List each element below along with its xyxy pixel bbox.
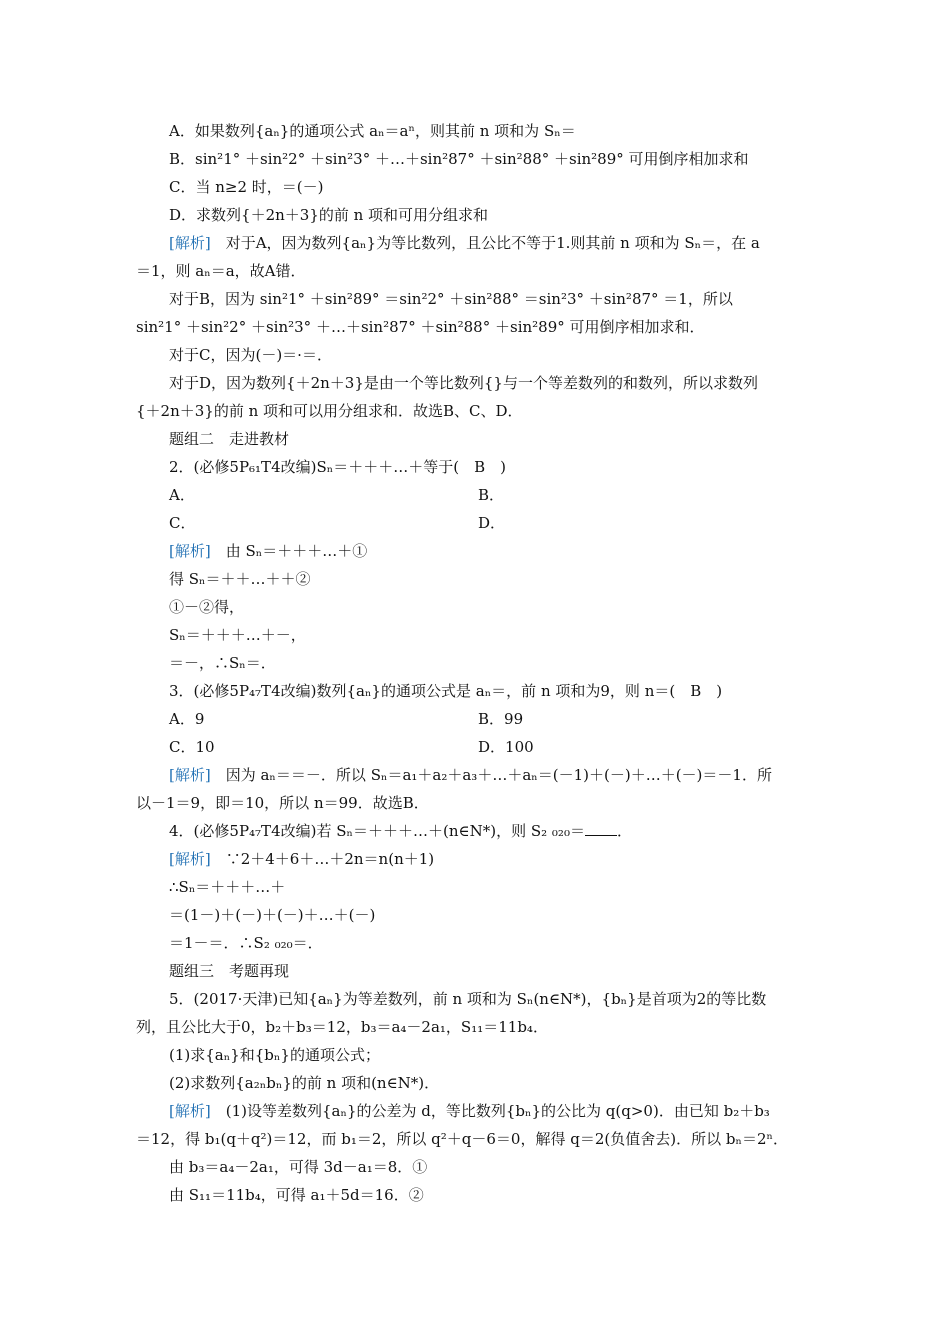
text-span: 对于A，因为数列{aₙ}为等比数列，且公比不等于1.则其前 n 项和为 Sₙ＝，在 a: [210, 234, 760, 252]
text-span: 对于B，因为 sin²1° ＋sin²89° ＝sin²2° ＋sin²88° ＝sin²3° ＋sin²87° ＝1，所以: [169, 290, 733, 308]
text-line: [169, 1073, 439, 1093]
text-line: [169, 625, 306, 645]
analysis-tag: [解析]: [169, 850, 211, 868]
text-span: (1)设等差数列{aₙ}的公差为 d，等比数列{bₙ}的公比为 q(q>0)．由已知 b₂＋b₃: [210, 1102, 770, 1120]
option-right: D．: [478, 514, 506, 532]
text-line: [169, 121, 576, 141]
text-span: A．: [169, 486, 195, 504]
text-line: [169, 177, 324, 197]
text-line: [136, 793, 429, 813]
text-line: [169, 597, 244, 617]
text-line: [169, 149, 749, 169]
text-line: [169, 513, 506, 533]
text-line: [136, 1129, 788, 1149]
analysis-tag: [解析]: [169, 1102, 211, 1120]
answer-blank: [585, 821, 617, 836]
text-line: [169, 233, 760, 253]
text-span: A．9: [169, 710, 205, 728]
option-right: D．100: [478, 738, 534, 756]
text-line: [169, 205, 488, 225]
text-span: A．如果数列{aₙ}的通项公式 aₙ＝aⁿ，则其前 n 项和为 Sₙ＝: [169, 122, 576, 140]
text-line: [169, 821, 632, 841]
text-line: [169, 709, 524, 729]
analysis-tag: [解析]: [169, 766, 211, 784]
text-line: [169, 849, 434, 869]
text-line: [169, 1101, 770, 1121]
text-span: ①－②得，: [169, 598, 245, 616]
text-line: [169, 961, 289, 981]
analysis-tag: [解析]: [169, 234, 211, 252]
text-line: [169, 989, 766, 1009]
text-line: [169, 1157, 427, 1177]
text-span: B．sin²1° ＋sin²2° ＋sin²3° ＋…＋sin²87° ＋sin²88° ＋sin²89° 可用倒序相加求和: [169, 150, 749, 168]
text-span: 题组三 考题再现: [169, 962, 290, 980]
text-span: 题组二 走进教材: [169, 430, 290, 448]
text-line: [169, 1045, 380, 1065]
text-line: [169, 737, 534, 757]
text-span: (2)求数列{a₂ₙbₙ}的前 n 项和(n∈N*)．: [169, 1074, 440, 1092]
text-span: 由 Sₙ＝＋＋＋…＋①: [210, 542, 368, 560]
text-span: sin²1° ＋sin²2° ＋sin²3° ＋…＋sin²87° ＋sin²88° ＋sin²89° 可用倒序相加求和．: [136, 318, 705, 336]
text-span: ＝1－＝．∴S₂ ₀₂₀＝．: [169, 934, 323, 952]
option-right: B．: [478, 486, 505, 504]
text-line: [169, 1185, 424, 1205]
text-line: [169, 653, 276, 673]
text-span: ．: [616, 822, 632, 840]
text-span: (1)求{aₙ}和{bₙ}的通项公式；: [169, 1046, 380, 1064]
text-span: C．: [169, 514, 196, 532]
text-span: 以－1＝9，即＝10，所以 n＝99．故选B．: [136, 794, 429, 812]
text-span: Sₙ＝＋＋＋…＋－，: [169, 626, 306, 644]
text-line: [169, 905, 375, 925]
text-line: [169, 877, 285, 897]
text-span: 2．(必修5P₆₁T4改编)Sₙ＝＋＋＋…＋等于( B ): [169, 458, 506, 476]
text-line: [169, 373, 758, 393]
text-span: ∴Sₙ＝＋＋＋…＋: [169, 878, 286, 896]
text-line: [169, 765, 772, 785]
text-span: 得 Sₙ＝＋＋…＋＋②: [169, 570, 311, 588]
text-span: ＝－，∴Sₙ＝．: [169, 654, 276, 672]
text-span: ＝12，得 b₁(q＋q²)＝12，而 b₁＝2，所以 q²＋q－6＝0，解得 q＝2(负值舍去)．所以 bₙ＝2ⁿ．: [136, 1130, 788, 1148]
text-span: ＝1，则 aₙ＝a，故A错．: [136, 262, 306, 280]
text-span: C．当 n≥2 时，＝(－): [169, 178, 324, 196]
text-line: [136, 401, 523, 421]
text-line: [169, 345, 332, 365]
text-line: [169, 569, 311, 589]
analysis-tag: [解析]: [169, 542, 211, 560]
text-line: [169, 457, 506, 477]
text-line: [169, 933, 323, 953]
text-span: 对于C，因为(－)＝·＝．: [169, 346, 332, 364]
text-line: [169, 541, 367, 561]
text-line: [169, 429, 289, 449]
text-line: [169, 485, 505, 505]
text-span: D．求数列{＋2n＋3}的前 n 项和可用分组求和: [169, 206, 489, 224]
text-span: {＋2n＋3}的前 n 项和可以用分组求和．故选B、C、D．: [136, 402, 523, 420]
option-right: B．99: [478, 710, 524, 728]
text-span: 3．(必修5P₄₇T4改编)数列{aₙ}的通项公式是 aₙ＝，前 n 项和为9，则 n＝( B ): [169, 682, 723, 700]
text-span: ∵2＋4＋6＋…＋2n＝n(n＋1): [210, 850, 435, 868]
text-span: 由 S₁₁＝11b₄，可得 a₁＋5d＝16．②: [169, 1186, 424, 1204]
text-line: [169, 289, 733, 309]
text-line: [136, 261, 306, 281]
text-span: C．10: [169, 738, 215, 756]
text-span: 4．(必修5P₄₇T4改编)若 Sₙ＝＋＋＋…＋(n∈N*)，则 S₂ ₀₂₀＝: [169, 822, 585, 840]
text-span: 因为 aₙ＝＝－．所以 Sₙ＝a₁＋a₂＋a₃＋…＋aₙ＝(－1)＋(－)＋…＋(－)＝－1．所: [210, 766, 772, 784]
text-span: ＝(1－)＋(－)＋(－)＋…＋(－): [169, 906, 376, 924]
text-span: 由 b₃＝a₄－2a₁，可得 3d－a₁＝8．①: [169, 1158, 428, 1176]
text-line: [136, 317, 705, 337]
text-line: [169, 681, 722, 701]
text-line: [136, 1017, 548, 1037]
text-span: 列，且公比大于0，b₂＋b₃＝12，b₃＝a₄－2a₁，S₁₁＝11b₄．: [136, 1018, 548, 1036]
text-span: 对于D，因为数列{＋2n＋3}是由一个等比数列{}与一个等差数列的和数列，所以求数列: [169, 374, 758, 392]
text-span: 5．(2017·天津)已知{aₙ}为等差数列，前 n 项和为 Sₙ(n∈N*)，{bₙ}是首项为2的等比数: [169, 990, 767, 1008]
